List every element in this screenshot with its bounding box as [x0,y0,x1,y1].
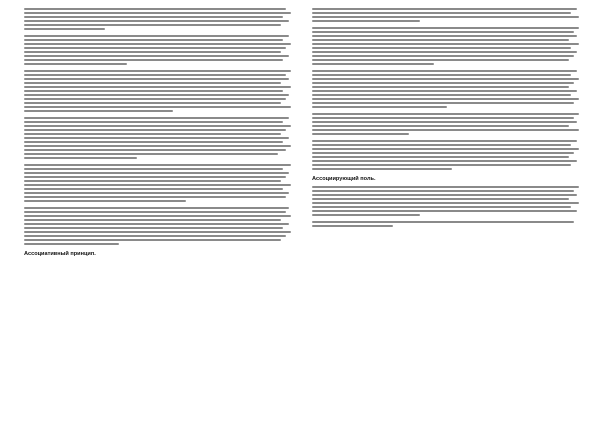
right-column [312,6,582,232]
section-heading: Ассоциирующий поль. [312,176,376,182]
left-column [24,6,294,261]
paragraph-text [312,8,582,22]
paragraph-text [24,207,294,245]
paragraph-text [24,164,294,202]
paragraph-text [24,35,294,65]
section-heading: Ассоциативный принцип. [24,251,96,257]
paragraph-text [312,186,582,216]
paragraph-text [24,117,294,159]
paragraph-text [312,70,582,108]
paragraph-text [312,140,582,170]
paragraph-text [24,70,294,112]
paragraph-text [24,8,294,30]
paragraph-text [312,221,582,227]
paragraph-text [312,27,582,65]
paragraph-text [312,113,582,135]
